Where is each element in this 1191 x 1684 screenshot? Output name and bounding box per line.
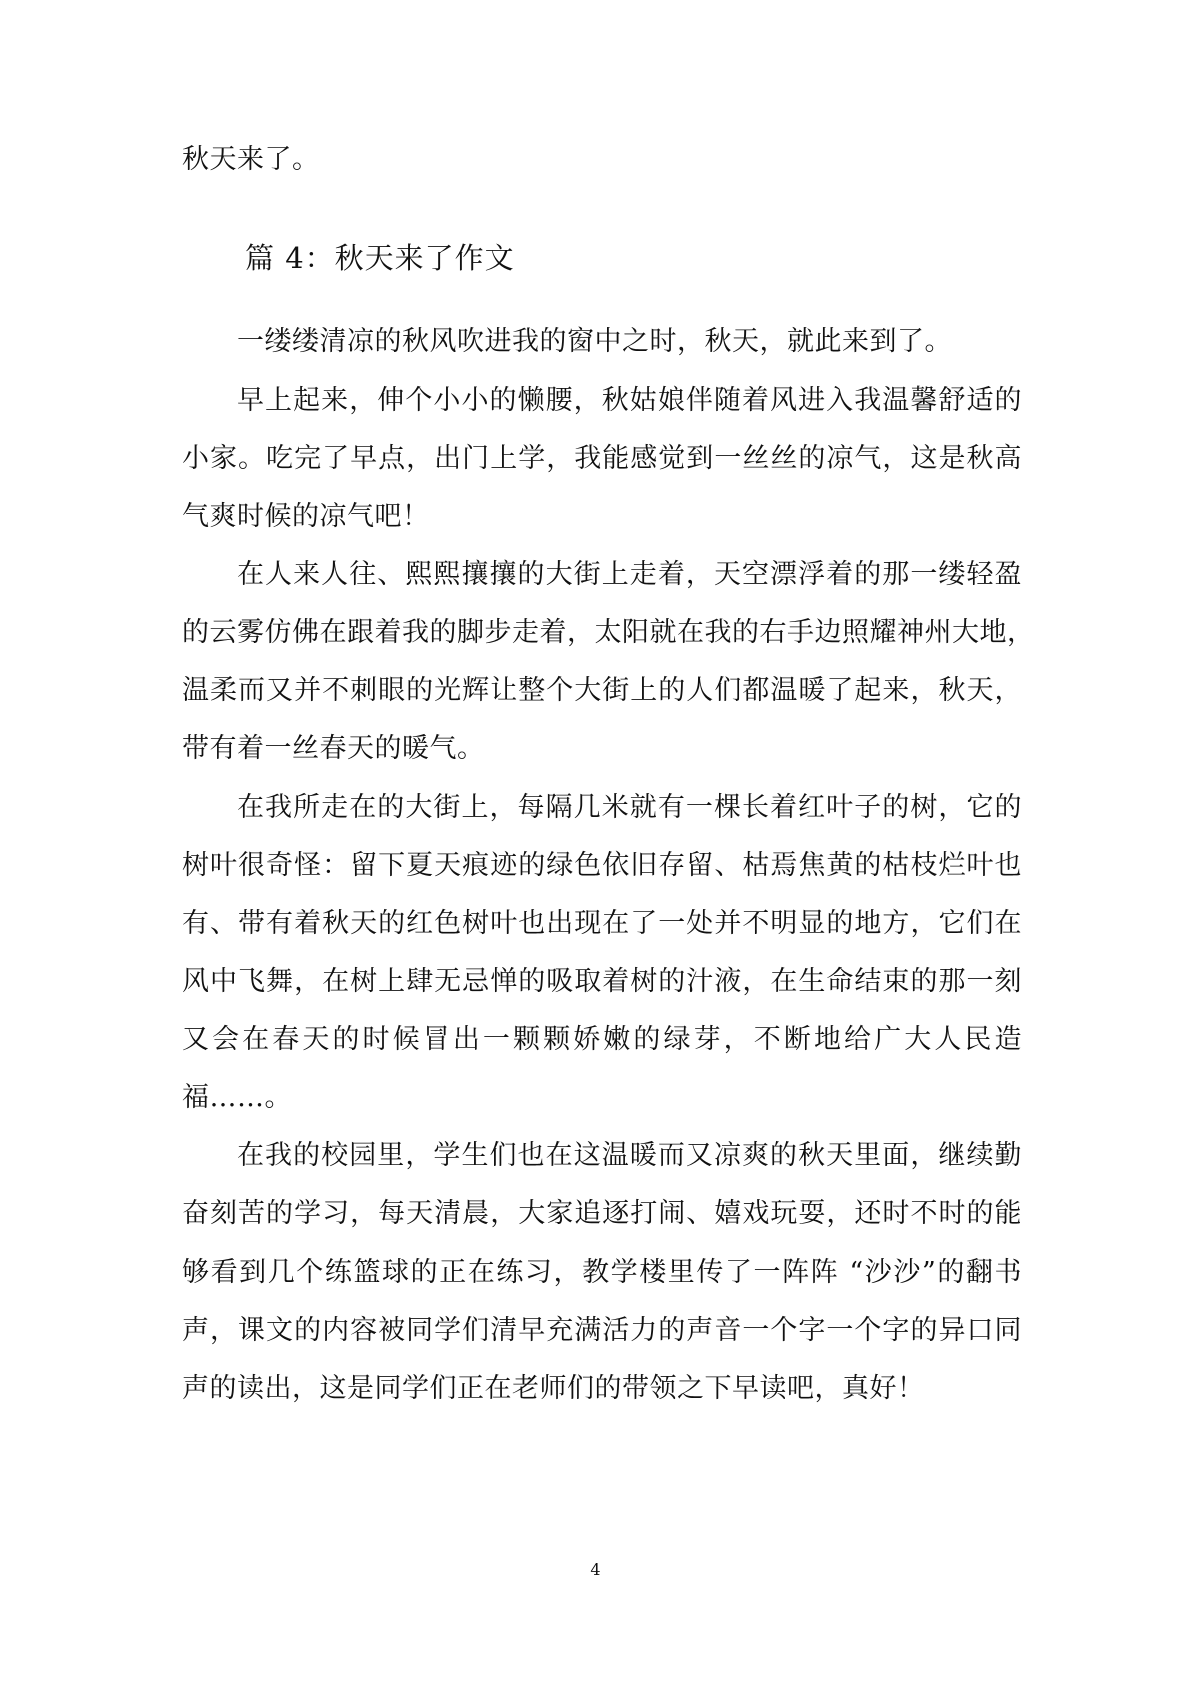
paragraph-line: 又会在春天的时候冒出一颗颗娇嫩的绿芽，不断地给广大人民造: [182, 1024, 1022, 1055]
paragraph-line: 温柔而又并不刺眼的光辉让整个大街上的人们都温暖了起来，秋天，: [182, 675, 1022, 706]
paragraph-line: 的云雾仿佛在跟着我的脚步走着，太阳就在我的右手边照耀神州大地，: [182, 617, 1035, 648]
paragraph-line: 在我所走在的大街上，每隔几米就有一棵长着红叶子的树，它的: [237, 792, 1022, 823]
paragraph-line: 在我的校园里，学生们也在这温暖而又凉爽的秋天里面，继续勤: [237, 1140, 1022, 1171]
paragraph-line: 在人来人往、熙熙攘攘的大街上走着，天空漂浮着的那一缕轻盈: [237, 559, 1022, 590]
paragraph-line: 够看到几个练篮球的正在练习，教学楼里传了一阵阵 “沙沙”的翻书: [182, 1257, 1022, 1288]
section-heading: 篇 4：秋天来了作文: [245, 241, 515, 275]
paragraph-line: 声的读出，这是同学们正在老师们的带领之下早读吧，真好！: [182, 1373, 925, 1404]
paragraph-line: 早上起来，伸个小小的懒腰，秋姑娘伴随着风进入我温馨舒适的: [237, 385, 1022, 416]
page-number: 4: [590, 1560, 601, 1579]
paragraph-line: 一缕缕清凉的秋风吹进我的窗中之时，秋天，就此来到了。: [237, 326, 952, 357]
paragraph-line: 声，课文的内容被同学们清早充满活力的声音一个字一个字的异口同: [182, 1315, 1022, 1346]
paragraph-line: 有、带有着秋天的红色树叶也出现在了一处并不明显的地方，它们在: [182, 908, 1022, 939]
paragraph-line: 带有着一丝春天的暖气。: [182, 733, 485, 764]
paragraph-line: 气爽时候的凉气吧！: [182, 501, 430, 532]
paragraph-line: 秋天来了。: [182, 144, 320, 175]
paragraph-line: 奋刻苦的学习，每天清晨，大家追逐打闹、嬉戏玩耍，还时不时的能: [182, 1198, 1022, 1229]
paragraph-line: 福……。: [182, 1082, 292, 1113]
paragraph-line: 小家。吃完了早点，出门上学，我能感觉到一丝丝的凉气，这是秋高: [182, 443, 1022, 474]
paragraph-line: 树叶很奇怪：留下夏天痕迹的绿色依旧存留、枯焉焦黄的枯枝烂叶也: [182, 850, 1022, 881]
paragraph-line: 风中飞舞，在树上肆无忌惮的吸取着树的汁液，在生命结束的那一刻: [182, 966, 1022, 997]
